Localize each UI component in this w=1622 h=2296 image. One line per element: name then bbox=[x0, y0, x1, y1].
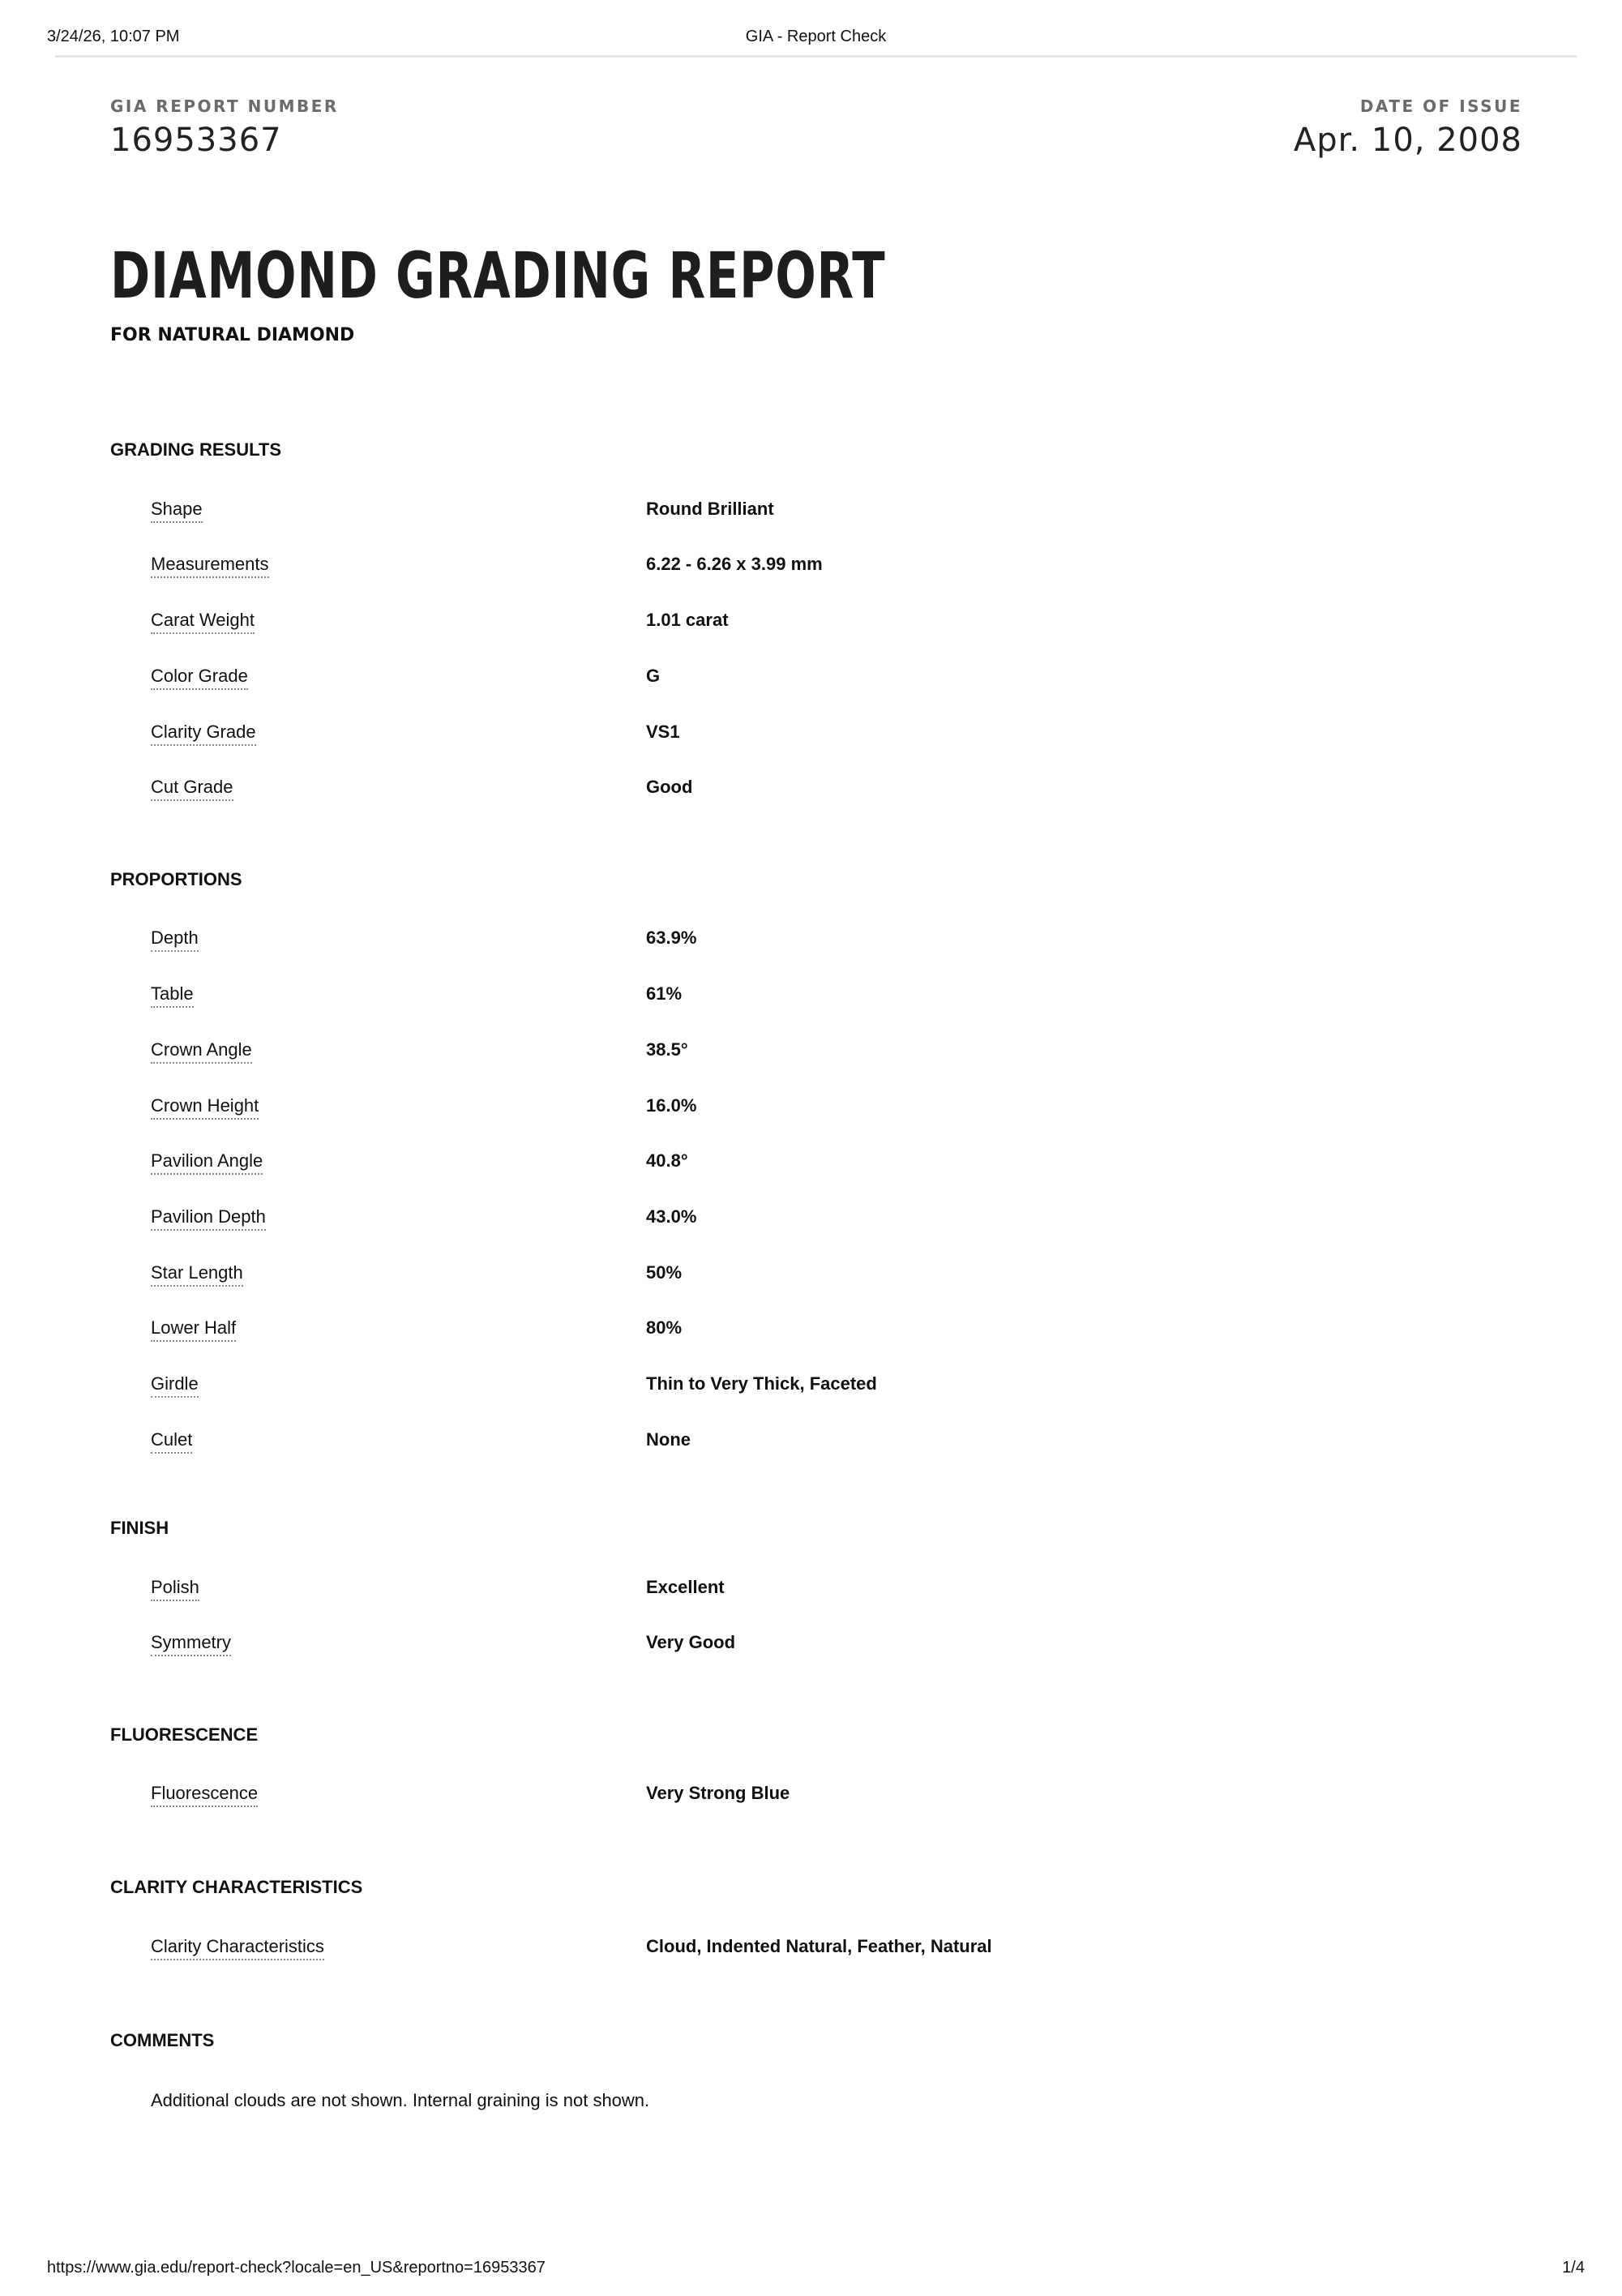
field-label-lower-half[interactable]: Lower Half bbox=[151, 1317, 236, 1342]
field-label-depth[interactable]: Depth bbox=[151, 927, 199, 952]
section-heading-clarity-characteristics: CLARITY CHARACTERISTICS bbox=[110, 1877, 363, 1897]
field-value-color-grade: G bbox=[646, 666, 661, 686]
field-row-depth bbox=[0, 927, 1622, 953]
field-label-pavilion-angle[interactable]: Pavilion Angle bbox=[151, 1150, 263, 1175]
report-title: DIAMOND GRADING REPORT bbox=[110, 240, 886, 313]
field-value-carat-weight: 1.01 carat bbox=[646, 610, 729, 630]
field-row-fluorescence bbox=[0, 1782, 1622, 1808]
print-url: https://www.gia.edu/report-check?locale=en_US&reportno=16953367 bbox=[47, 2259, 546, 2277]
section-heading-finish: FINISH bbox=[110, 1518, 169, 1538]
section-heading-fluorescence: FLUORESCENCE bbox=[110, 1724, 259, 1745]
field-label-crown-angle[interactable]: Crown Angle bbox=[151, 1039, 252, 1064]
field-row-lower-half bbox=[0, 1317, 1622, 1343]
field-label-cut-grade[interactable]: Cut Grade bbox=[151, 776, 233, 801]
field-value-fluorescence: Very Strong Blue bbox=[646, 1783, 790, 1803]
report-subtitle: FOR NATURAL DIAMOND bbox=[110, 325, 355, 345]
field-row-crown-height bbox=[0, 1094, 1622, 1120]
field-label-shape[interactable]: Shape bbox=[151, 498, 203, 523]
field-value-depth: 63.9% bbox=[646, 927, 697, 948]
header-divider bbox=[55, 55, 1577, 58]
section-heading-grading-results: GRADING RESULTS bbox=[110, 439, 282, 460]
field-label-culet[interactable]: Culet bbox=[151, 1429, 192, 1454]
field-value-cut-grade: Good bbox=[646, 777, 693, 797]
field-value-star-length: 50% bbox=[646, 1262, 683, 1283]
field-label-pavilion-depth[interactable]: Pavilion Depth bbox=[151, 1206, 266, 1231]
field-label-crown-height[interactable]: Crown Height bbox=[151, 1094, 259, 1120]
field-row-color-grade bbox=[0, 665, 1622, 691]
field-value-crown-angle: 38.5° bbox=[646, 1039, 688, 1060]
field-value-clarity-characteristics: Cloud, Indented Natural, Feather, Natural bbox=[646, 1936, 992, 1956]
field-row-culet bbox=[0, 1429, 1622, 1454]
field-value-lower-half: 80% bbox=[646, 1317, 683, 1338]
field-row-crown-angle bbox=[0, 1039, 1622, 1064]
section-heading-proportions: PROPORTIONS bbox=[110, 869, 242, 889]
field-value-pavilion-depth: 43.0% bbox=[646, 1206, 697, 1227]
field-row-symmetry bbox=[0, 1631, 1622, 1657]
field-label-color-grade[interactable]: Color Grade bbox=[151, 665, 248, 690]
field-value-pavilion-angle: 40.8° bbox=[646, 1150, 688, 1171]
field-value-girdle: Thin to Very Thick, Faceted bbox=[646, 1373, 877, 1394]
field-label-girdle[interactable]: Girdle bbox=[151, 1373, 199, 1398]
date-of-issue-block bbox=[1294, 96, 1522, 162]
field-label-clarity-characteristics[interactable]: Clarity Characteristics bbox=[151, 1935, 324, 1960]
field-row-clarity-characteristics bbox=[0, 1935, 1622, 1961]
print-datetime: 3/24/26, 10:07 PM bbox=[47, 28, 180, 45]
field-label-clarity-grade[interactable]: Clarity Grade bbox=[151, 721, 256, 746]
report-number-label: GIA REPORT NUMBER bbox=[110, 96, 339, 116]
field-row-cut-grade bbox=[0, 776, 1622, 802]
field-row-table bbox=[0, 983, 1622, 1009]
field-value-shape: Round Brilliant bbox=[646, 499, 774, 519]
field-row-measurements bbox=[0, 553, 1622, 579]
field-row-pavilion-angle bbox=[0, 1150, 1622, 1176]
field-label-symmetry[interactable]: Symmetry bbox=[151, 1631, 231, 1656]
comments-text: Additional clouds are not shown. Internal graining is not shown. bbox=[151, 2090, 650, 2110]
field-row-clarity-grade bbox=[0, 721, 1622, 747]
field-value-table: 61% bbox=[646, 983, 683, 1004]
field-label-polish[interactable]: Polish bbox=[151, 1576, 199, 1601]
field-label-star-length[interactable]: Star Length bbox=[151, 1262, 243, 1287]
print-page-title: GIA - Report Check bbox=[745, 28, 887, 45]
field-row-polish bbox=[0, 1576, 1622, 1602]
field-row-girdle bbox=[0, 1373, 1622, 1399]
field-row-pavilion-depth bbox=[0, 1206, 1622, 1232]
field-value-symmetry: Very Good bbox=[646, 1632, 736, 1652]
field-label-carat-weight[interactable]: Carat Weight bbox=[151, 609, 255, 634]
date-of-issue-label: DATE OF ISSUE bbox=[1359, 96, 1522, 116]
field-value-measurements: 6.22 - 6.26 x 3.99 mm bbox=[646, 554, 823, 574]
field-row-shape bbox=[0, 498, 1622, 524]
field-row-carat-weight bbox=[0, 609, 1622, 635]
field-label-fluorescence[interactable]: Fluorescence bbox=[151, 1782, 258, 1807]
field-row-star-length bbox=[0, 1262, 1622, 1287]
report-number: 16953367 bbox=[110, 122, 282, 159]
field-value-clarity-grade: VS1 bbox=[646, 722, 680, 742]
field-value-culet: None bbox=[646, 1429, 691, 1450]
date-of-issue: Apr. 10, 2008 bbox=[1293, 122, 1522, 159]
print-header bbox=[47, 28, 1585, 52]
field-label-measurements[interactable]: Measurements bbox=[151, 553, 269, 578]
section-heading-comments: COMMENTS bbox=[110, 2030, 215, 2050]
print-page-number: 1/4 bbox=[1562, 2259, 1585, 2277]
report-number-block bbox=[110, 96, 339, 162]
field-label-table[interactable]: Table bbox=[151, 983, 194, 1008]
field-value-crown-height: 16.0% bbox=[646, 1095, 697, 1116]
field-value-polish: Excellent bbox=[646, 1577, 725, 1597]
